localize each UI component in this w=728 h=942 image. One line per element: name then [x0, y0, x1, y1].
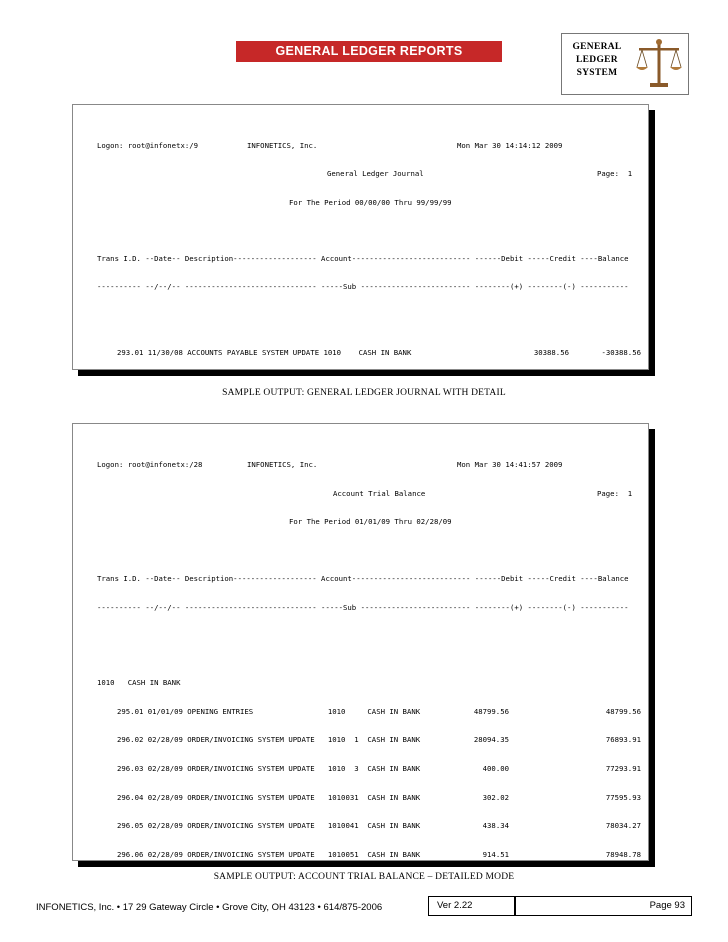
caption-trial-balance: SAMPLE OUTPUT: ACCOUNT TRIAL BALANCE – DETAILED MODE [213, 872, 515, 882]
footer-company-address: INFONETICS, Inc. • 17 29 Gateway Circle • Grove City, OH 43123 • 614/875-2006 [36, 902, 383, 913]
journal-header-line-1: Logon: root@infonetx:/9 INFONETICS, Inc. Mon Mar 30 14:14:12 2009 [97, 141, 563, 150]
scales-of-justice-icon [634, 37, 684, 91]
table-row: 296.06 02/28/09 ORDER/INVOICING SYSTEM UPDATE 1010051 CASH IN BANK 914.51 78948.78 [117, 849, 641, 859]
trial-balance-report-text [97, 442, 641, 861]
trial-header-line-1: Logon: root@infonetx:/28 INFONETICS, Inc. Mon Mar 30 14:41:57 2009 [97, 460, 563, 469]
journal-column-underline: ---------- --/--/-- ------------------------------ -----Sub ------------------------- --------(+) --------(-) ----------- [97, 282, 629, 292]
table-row: 295.01 01/01/09 OPENING ENTRIES 1010 CASH IN BANK 48799.56 48799.56 [117, 706, 641, 716]
table-row: 296.02 02/28/09 ORDER/INVOICING SYSTEM UPDATE 1010 1 CASH IN BANK 28094.35 76893.91 [117, 735, 641, 745]
footer-version: Ver 2.22 [428, 896, 516, 916]
report-banner: GENERAL LEDGER REPORTS [236, 41, 502, 62]
table-row: 293.01 11/30/08 ACCOUNTS PAYABLE SYSTEM UPDATE 1010 CASH IN BANK 30388.56 -30388.56 [117, 348, 641, 358]
logo-text: GENERAL LEDGER SYSTEM [572, 42, 622, 78]
journal-report-screenshot [72, 104, 649, 370]
footer-page-number: Page 93 [514, 896, 692, 916]
caption-journal: SAMPLE OUTPUT: GENERAL LEDGER JOURNAL WITH DETAIL [222, 388, 506, 398]
system-logo [561, 33, 689, 95]
account-group-heading: 1010 CASH IN BANK [97, 678, 181, 688]
trial-balance-report-screenshot [72, 423, 649, 861]
table-row: 296.04 02/28/09 ORDER/INVOICING SYSTEM UPDATE 1010031 CASH IN BANK 302.02 77595.93 [117, 792, 641, 802]
trial-header-line-3: For The Period 01/01/09 Thru 02/28/09 [289, 517, 452, 527]
table-row: 296.03 02/28/09 ORDER/INVOICING SYSTEM UPDATE 1010 3 CASH IN BANK 400.00 77293.91 [117, 763, 641, 773]
table-row: 296.05 02/28/09 ORDER/INVOICING SYSTEM UPDATE 1010041 CASH IN BANK 438.34 78034.27 [117, 821, 641, 831]
journal-column-header: Trans I.D. --Date-- Description------------------- Account--------------------------- ------Debit -----Credit ----Balance [97, 254, 629, 264]
journal-header-line-3: For The Period 00/00/00 Thru 99/99/99 [289, 197, 452, 207]
trial-column-underline: ---------- --/--/-- ------------------------------ -----Sub ------------------------- --------(+) --------(-) ----------- [97, 602, 629, 612]
journal-header-line-2: General Ledger Journal Page: 1 [327, 169, 633, 179]
trial-column-header: Trans I.D. --Date-- Description------------------- Account--------------------------- ------Debit -----Credit ----Balance [97, 574, 629, 584]
journal-report-text [97, 123, 641, 370]
trial-header-line-2: Account Trial Balance Page: 1 [333, 488, 633, 498]
